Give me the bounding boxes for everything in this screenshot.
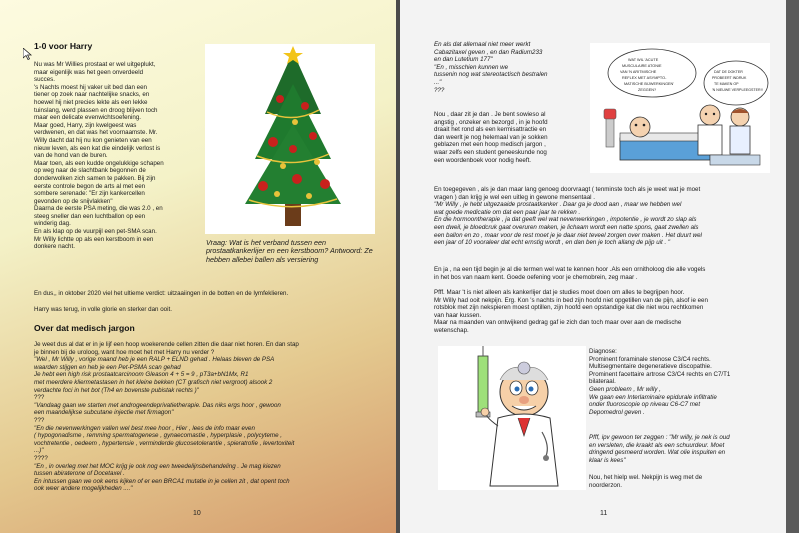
text-line: Mr Willy lichtte op als een kerstboom in een: [34, 235, 154, 243]
text-line: je binnen bij de uroloog, want hoe moet het met Harry nu verder ?: [34, 348, 215, 356]
text-line: ???: [34, 394, 45, 402]
left-page: [0, 0, 396, 533]
page-number-right: 11: [600, 510, 608, 517]
text-line: steeg sneller dan een luchtballon op een: [34, 212, 146, 220]
text-line: gevonden op de snijvlakken": [34, 197, 113, 205]
text-line: Multisegmentaire degeneratieve discopathie.: [589, 363, 712, 371]
text-line: vragen ) dan krijg je wel een uitleg in gewone mensentaal .: [434, 193, 595, 201]
svg-text:DAT DE DOKTER: DAT DE DOKTER: [714, 70, 743, 74]
svg-text:TE MAKEN OP: TE MAKEN OP: [714, 82, 739, 86]
text-line: ( hypogonadisme , remming spermatogenese , gynaecomastie , hyperplasie , polycyteme ,: [34, 432, 282, 440]
text-line: tiener op zoek naar nachtelijke snacks, en: [34, 91, 150, 99]
text-line: Cabazitaxel geven , en dan Radium233: [434, 48, 543, 56]
section-heading: Over dat medisch jargon: [34, 323, 135, 333]
text-line: geblazen met een hoop medisch jargon ,: [434, 141, 546, 149]
text-line: ???: [34, 416, 45, 424]
text-line: "En , misschien kunnen we: [434, 63, 509, 71]
text-line: Nou , daar zit je dan . Je bent sowieso al: [434, 111, 546, 118]
intro-text: [34, 61, 200, 251]
text-line: En intussen gaan we ook eens kijken of er een BRCA1 mutatie in je cellen zit , dat opent toch: [34, 477, 290, 485]
text-line: met meerdere kliermetastasen in het kleine bekken (CT grafisch niet vergroot) alsook 2: [34, 378, 273, 386]
text-line: noorderzon.: [589, 481, 623, 489]
text-line: rotsblok met zijn nekspieren moest optillen, zijn hoofd een opstandige kat die niet wou rechtkomen: [434, 304, 704, 312]
doctor-syringe-image: [438, 346, 586, 490]
doctor-cartoon-image: [590, 43, 770, 173]
text-line: maar eigenlijk was het geen onverdeeld: [34, 68, 144, 76]
svg-text:'N NIEUWE VERPLEEGSTER!!: 'N NIEUWE VERPLEEGSTER!!: [712, 88, 763, 92]
svg-text:MUSCULAIRE ATONIE: MUSCULAIRE ATONIE: [622, 64, 662, 68]
text-line: succes.: [34, 76, 55, 84]
text-line: onder fluoroscopie op niveau C6-C7 met: [589, 401, 701, 409]
text-line: Pfff, ipv gewoon ter zeggen : "Mr willy, je nek is oud: [589, 434, 730, 441]
text-line: ...": [434, 78, 442, 86]
svg-text:REFLEX MET ASYMPTO-: REFLEX MET ASYMPTO-: [622, 76, 667, 80]
text-line: "Mr Willy , je hebt uitgezaaide prostaatkanker . Daar ga je dood aan , maar we hebben wel: [434, 201, 682, 209]
text-line: dan weerlt je nog helemaal van je sokken: [434, 133, 548, 141]
svg-text:VAN 'N ARITMISCHE: VAN 'N ARITMISCHE: [620, 70, 657, 74]
text-line: en dan Lutetium 177": [434, 56, 493, 64]
right-page: [400, 0, 786, 533]
verdict-text: En dus,, in oktober 2020 viel het ultieme verdict: uitzaaiingen in de botten en de lymfeklieren.: [34, 290, 289, 297]
text-line: dringend gesmeerd worden. Wat olie inspuiten en: [589, 449, 726, 457]
text-line: tussen abiraterone of Docetaxel .: [34, 470, 125, 478]
text-line: op weg naar de slachtbank begonnen de: [34, 167, 146, 175]
svg-text:MATISCHE BIJWERKINGEN': MATISCHE BIJWERKINGEN': [624, 82, 675, 86]
text-line: een dweil, je bloedcruk gaat overuren maken, je lichaam wordt een natte spons, gaat zwellen als: [434, 223, 699, 231]
conclusion-text: [589, 474, 771, 489]
text-line: Diagnose:: [589, 348, 617, 355]
hospital-cartoon-icon: [590, 43, 770, 173]
christmas-tree-image: [205, 44, 375, 234]
text-line: donderwolken zich samen te pakken. Bij zijn: [34, 174, 156, 182]
text-line: ...)": [34, 447, 44, 455]
text-line: En als klap op de vuurpijl een pet-SMA scan.: [34, 228, 157, 236]
text-line: angstig , onzeker en bezorgd , in je hoofd: [434, 118, 548, 126]
text-line: Maar na maanden van ontwijkend gedrag gaf ie zich dan toch maar over aan de medische: [434, 319, 682, 327]
text-line: maar een delicate evenwichtsoefening.: [34, 114, 141, 122]
svg-text:WAT WIL 'ACUTE: WAT WIL 'ACUTE: [628, 58, 659, 62]
text-line: bilateraal.: [589, 378, 616, 386]
text-line: tussenin nog wat stereotactisch bestralen: [434, 71, 548, 79]
text-line: waar zelfs een student geneeskunde nog: [434, 148, 547, 156]
ornithologist-text: [434, 266, 779, 281]
text-line: in het bos van naam kent. Goede oefening voor je chemobrein, zeg maar .: [434, 273, 638, 281]
treatment-text: [434, 41, 584, 94]
text-line: wetenschap.: [434, 326, 469, 334]
text-line: Maar toen, als een kudde ongelukkige schapen: [34, 159, 164, 167]
text-line: waarden stijgen en heb je een Pet-PSMA scan gehad: [34, 363, 181, 371]
text-line: ???: [434, 86, 445, 94]
text-line: draait het rond als een kermisattractie en: [434, 126, 547, 134]
text-line: "En die nevenwerkingen vallen wel best mee hoor , Hier , lees de info maar even: [34, 424, 255, 432]
jargon-reflection-text: [434, 111, 584, 164]
text-line: Maar goed, Harry, zijn kwelgeest was: [34, 121, 137, 129]
text-line: eerste controle begon de arts al met een: [34, 182, 146, 190]
text-line: van de hond van de buren.: [34, 152, 108, 160]
text-line: wat goede medicatie om dat een paar jaar te rekken .: [434, 208, 581, 216]
text-line: En als dat allemaal niet meer werkt: [434, 41, 531, 48]
text-line: Mr Willy had ooit nekpijn. Erg. Kon 's nachts in bed zijn hoofd niet opgetillen van de pijn, alsof ie een: [434, 296, 708, 304]
text-line: vochtretentie , oedeem , hypertensie , verminderde glucosetolerantie , spieratrofie , levertoxiteit: [34, 439, 295, 447]
text-line: "Wel , Mr Willy , vorige maand heb je een RALP + ELND gehad . Helaas bleven de PSA: [34, 356, 275, 364]
text-line: Daarna de eerste PSA meting, die was 2.0 , en: [34, 205, 163, 213]
doctor-with-syringe-icon: [438, 346, 586, 490]
text-line: Prominent facettaire artrose C3/C4 rechts en C7/T1: [589, 370, 731, 378]
text-line: verdachte foci in het bot (Th4 en bovenste pubistak rechts )": [34, 386, 199, 394]
text-line: tuinslang, werd plassen en droog blijven toch: [34, 106, 158, 114]
text-line: En die hormoontherapie , ja dat geeft wel wat nevenwerkingen , impotentie , je wordt zo slap als: [434, 216, 697, 224]
text-line: 's Nachts moest hij vaker uit bed dan een: [34, 83, 147, 91]
text-line: "En , in overleg met het MOC krijg je ook nog een tweedelijnsbehandeling . Je mag kiezen: [34, 462, 281, 470]
text-line: verdwenen, en dat was het voornaamste. Mr.: [34, 129, 158, 137]
page-edge: [786, 0, 799, 533]
text-line: een woordenboek voor nodig heeft.: [434, 156, 532, 164]
text-line: Je weet dus al dat er in je lijf een hoop woekerende cellen zitten die daar niet horen. En dan stap: [34, 341, 299, 348]
explanation-text: [434, 186, 779, 247]
text-line: En toegegeven , als je dan maar lang genoeg doorvraagt ( tenminste toch als je weet wat je moet: [434, 186, 701, 193]
text-line: nieuw leven, als een kat die eindelijk verlost is: [34, 144, 161, 152]
text-line: een maandelijkse subcutane injectie met firmagon": [34, 409, 174, 417]
text-line: "Vandaag gaan we starten met androgeendeprivatietherapie. Das niks ergs hoor , gewoon: [34, 401, 281, 409]
text-line: een ballon en zo , maar voor de rest moet je je daar niet teveel zorgen over maken . Het duurt wel: [434, 231, 702, 239]
text-line: en versleten, die kraakt als een schuurdeur. Moet: [589, 441, 725, 449]
text-line: Pfff. Maar 't is niet alleen als kankerlijer dat je studies moet doen om alles te begrijpen hoor.: [434, 289, 685, 296]
page-title: 1-0 voor Harry: [34, 41, 93, 51]
text-line: Nu was Mr Willies prostaat er wel uitgeplukt,: [34, 61, 156, 68]
text-line: van haar kussen.: [434, 311, 482, 319]
diagnosis-text: [589, 348, 771, 416]
text-line: hoewel hij niet precies lekte als een lekke: [34, 98, 148, 106]
neck-pain-text: [434, 289, 779, 335]
text-line: Geen probleem , Mr willy ,: [589, 385, 661, 393]
mouse-cursor-icon: [23, 48, 33, 60]
harry-text: Harry was terug, in volle glorie en sterker dan ooit.: [34, 306, 172, 313]
jargon-text: [34, 341, 384, 493]
text-line: We gaan een Interlaminaire epidurale infiltratie: [589, 393, 717, 401]
text-line: winderig dag.: [34, 220, 71, 228]
text-line: een jaar of 10 vooraleer dat echt ernstig wordt , en dan ben je toch allang de pijp uit . ": [434, 239, 671, 247]
plain-language-text: [589, 434, 771, 464]
text-line: Prominent foraminale stenose C3/C4 rechts.: [589, 355, 711, 363]
text-line: ????: [34, 454, 48, 462]
text-line: klaar is kees": [589, 456, 626, 464]
svg-text:ZEGGEN?: ZEGGEN?: [638, 88, 657, 92]
text-line: En ja , na een tijd begin je al die termen wel wat te kennen hoor .Als een ornitholoog die alle vogels: [434, 266, 706, 273]
text-line: Willy dacht dat hij nu kon genieten van een: [34, 136, 152, 144]
text-line: ook weer andere mogelijkheden ....": [34, 485, 133, 493]
image-caption: Vraag: Wat is het verband tussen een prostaatkankerlijer en een kerstboom? Antwoord: Ze hebben allebei ballen als versiering: [206, 238, 373, 264]
text-line: sombere serenade: "Er zijn kankercellen: [34, 190, 145, 198]
text-line: Je hebt een high risk prostaatcarcinoom Gleason 4 + 5 = 9 , pT3a+bN1Mx, R1: [34, 371, 249, 379]
svg-text:PROBEERT INDRUK: PROBEERT INDRUK: [712, 76, 747, 80]
text-line: Nou, het hielp wel. Nekpijn is weg met de: [589, 474, 703, 481]
text-line: Depomedrol geven .: [589, 408, 645, 416]
text-line: donkere nacht.: [34, 243, 75, 251]
page-number: 10: [193, 510, 201, 517]
christmas-tree-icon: [205, 44, 375, 234]
